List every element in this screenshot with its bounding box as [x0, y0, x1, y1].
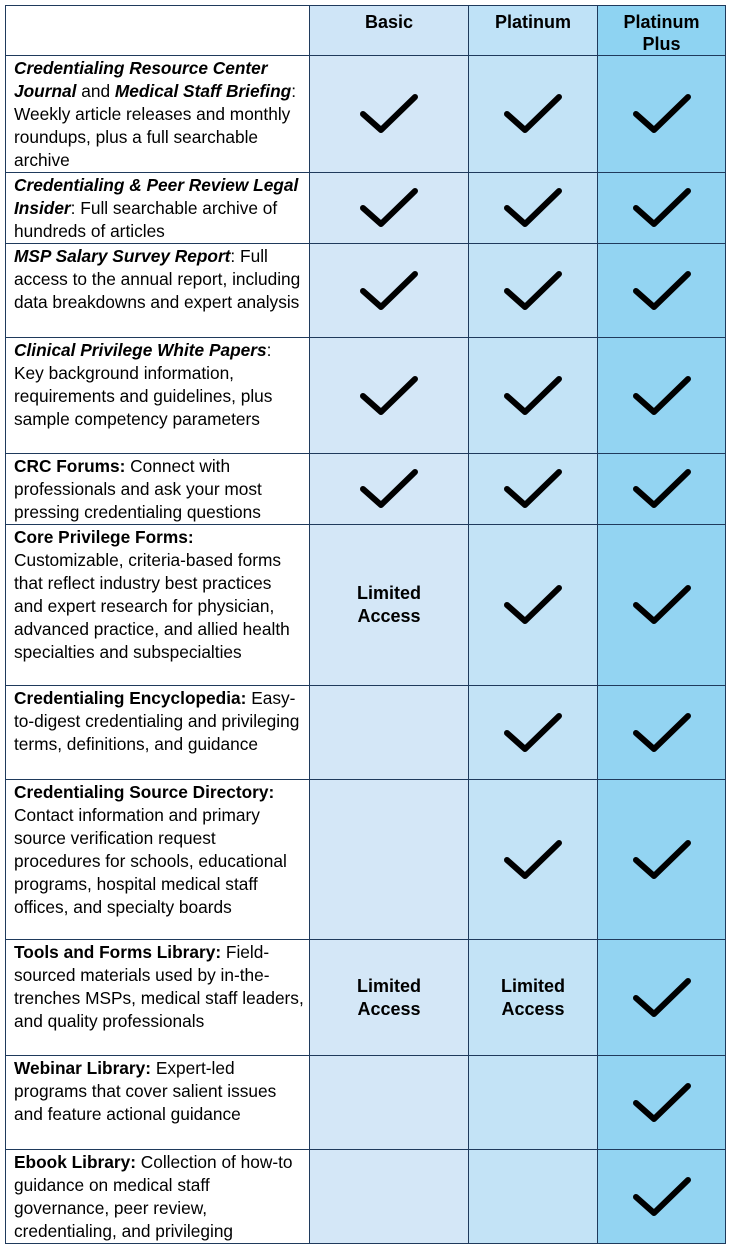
feature-legal-insider [6, 173, 310, 244]
checkmark-icon [632, 711, 692, 755]
table-row [6, 338, 726, 454]
feature-core-privilege-forms [6, 525, 310, 686]
header-row [6, 6, 726, 56]
feature-source-directory [6, 780, 310, 940]
checkmark-icon [359, 186, 419, 230]
platinum-plus-cell [598, 1056, 726, 1150]
feature-description: Expert-led programs that cover salient issues and feature actional guidance [14, 1058, 277, 1124]
plan-comparison-table [5, 5, 726, 1244]
header-basic: Basic [310, 6, 469, 56]
limited-access-line1: Limited [356, 975, 421, 996]
feature-salary-survey [6, 244, 310, 338]
header-platinum-plus-line1: Platinum [623, 12, 700, 32]
checkmark-icon [632, 467, 692, 511]
platinum-cell [469, 244, 598, 338]
basic-cell [310, 56, 469, 173]
feature-title: Webinar Library: [14, 1058, 152, 1078]
header-feature-cell [6, 6, 310, 56]
checkmark-icon [632, 269, 692, 313]
feature-ebook-library [6, 1150, 310, 1244]
feature-title-secondary: Medical Staff Briefing [114, 81, 292, 101]
feature-title: Tools and Forms Library: [14, 942, 222, 962]
basic-cell [310, 244, 469, 338]
platinum-plus-cell [598, 940, 726, 1056]
feature-title: Credentialing Resource Center Journal [14, 58, 268, 101]
table-row [6, 525, 726, 686]
platinum-plus-cell [598, 525, 726, 686]
basic-cell [310, 525, 469, 686]
limited-access-label [357, 975, 421, 1021]
platinum-cell [469, 56, 598, 173]
basic-cell [310, 173, 469, 244]
feature-description: Field-sourced materials used by in-the-trenches MSPs, medical staff leaders, and quality professionals [14, 942, 304, 1031]
feature-title: Clinical Privilege White Papers [14, 340, 267, 360]
basic-cell [310, 1056, 469, 1150]
checkmark-icon [632, 186, 692, 230]
feature-crc-journal [6, 56, 310, 173]
checkmark-icon [503, 92, 563, 136]
checkmark-icon [632, 1175, 692, 1219]
feature-description: : Full searchable archive of hundreds of articles [14, 198, 278, 241]
checkmark-icon [503, 838, 563, 882]
feature-tools-forms-library [6, 940, 310, 1056]
platinum-cell [469, 1150, 598, 1244]
platinum-plus-cell [598, 686, 726, 780]
feature-title: CRC Forums: [14, 456, 126, 476]
header-platinum-plus-line2: Plus [642, 34, 681, 54]
feature-encyclopedia [6, 686, 310, 780]
limited-access-line2: Access [357, 998, 421, 1019]
basic-cell [310, 940, 469, 1056]
limited-access-line2: Access [357, 606, 421, 626]
checkmark-icon [503, 467, 563, 511]
basic-cell [310, 686, 469, 780]
feature-title: Credentialing & Peer Review Legal Insider [14, 175, 299, 218]
table-row [6, 1150, 726, 1244]
platinum-cell [469, 1056, 598, 1150]
checkmark-icon [632, 583, 692, 627]
platinum-plus-cell [598, 244, 726, 338]
feature-title: Core Privilege Forms: [14, 527, 194, 547]
checkmark-icon [632, 92, 692, 136]
platinum-cell [469, 338, 598, 454]
platinum-plus-cell [598, 56, 726, 173]
limited-access-label [357, 582, 421, 628]
platinum-cell [469, 173, 598, 244]
feature-description: : Key background information, requirements and guidelines, plus sample competency parameters [14, 340, 273, 429]
checkmark-icon [503, 374, 563, 418]
feature-title: Credentialing Encyclopedia: [14, 688, 247, 708]
table-row [6, 780, 726, 940]
checkmark-icon [632, 838, 692, 882]
platinum-plus-cell [598, 173, 726, 244]
feature-description: Contact information and primary source verification request procedures for schools, educational programs, hospital medical staff offices, and specialty boards [14, 805, 287, 917]
checkmark-icon [632, 1081, 692, 1125]
table-row [6, 454, 726, 525]
limited-access-label [501, 975, 565, 1021]
table-row [6, 686, 726, 780]
feature-white-papers [6, 338, 310, 454]
platinum-plus-cell [598, 454, 726, 525]
feature-description: : Full access to the annual report, including data breakdowns and expert analysis [14, 246, 301, 312]
limited-access-line2: Access [501, 998, 565, 1019]
feature-description: Easy-to-digest credentialing and privileging terms, definitions, and guidance [14, 688, 300, 754]
checkmark-icon [359, 374, 419, 418]
platinum-cell [469, 940, 598, 1056]
basic-cell [310, 780, 469, 940]
feature-webinar-library [6, 1056, 310, 1150]
platinum-plus-cell [598, 338, 726, 454]
limited-access-line1: Limited [356, 583, 421, 603]
limited-access-line1: Limited [500, 975, 565, 996]
feature-description: Collection of how-to guidance on medical staff governance, peer review, credentialing, and privileging [14, 1152, 293, 1241]
checkmark-icon [503, 269, 563, 313]
platinum-cell [469, 454, 598, 525]
feature-description: Customizable, criteria-based forms that reflect industry best practices and expert research for physician, advanced practice, and allied health specialties and subspecialties [14, 550, 290, 662]
feature-title: MSP Salary Survey Report [14, 246, 231, 266]
basic-cell [310, 338, 469, 454]
platinum-plus-cell [598, 780, 726, 940]
checkmark-icon [632, 374, 692, 418]
feature-description: : Weekly article releases and monthly roundups, plus a full searchable archive [14, 81, 297, 170]
table-row [6, 244, 726, 338]
basic-cell [310, 1150, 469, 1244]
feature-description: Connect with professionals and ask your most pressing credentialing questions [14, 456, 262, 522]
table-row [6, 56, 726, 173]
table-row [6, 173, 726, 244]
platinum-cell [469, 780, 598, 940]
checkmark-icon [503, 186, 563, 230]
checkmark-icon [632, 976, 692, 1020]
feature-title: Ebook Library: [14, 1152, 136, 1172]
checkmark-icon [359, 92, 419, 136]
basic-cell [310, 454, 469, 525]
checkmark-icon [359, 467, 419, 511]
platinum-cell [469, 525, 598, 686]
feature-title: Credentialing Source Directory: [14, 782, 275, 802]
platinum-plus-cell [598, 1150, 726, 1244]
header-platinum-plus [598, 6, 726, 56]
table-row [6, 940, 726, 1056]
checkmark-icon [503, 583, 563, 627]
checkmark-icon [359, 269, 419, 313]
checkmark-icon [503, 711, 563, 755]
feature-crc-forums [6, 454, 310, 525]
feature-connector: and [76, 81, 115, 101]
platinum-cell [469, 686, 598, 780]
header-platinum: Platinum [469, 6, 598, 56]
table-row [6, 1056, 726, 1150]
